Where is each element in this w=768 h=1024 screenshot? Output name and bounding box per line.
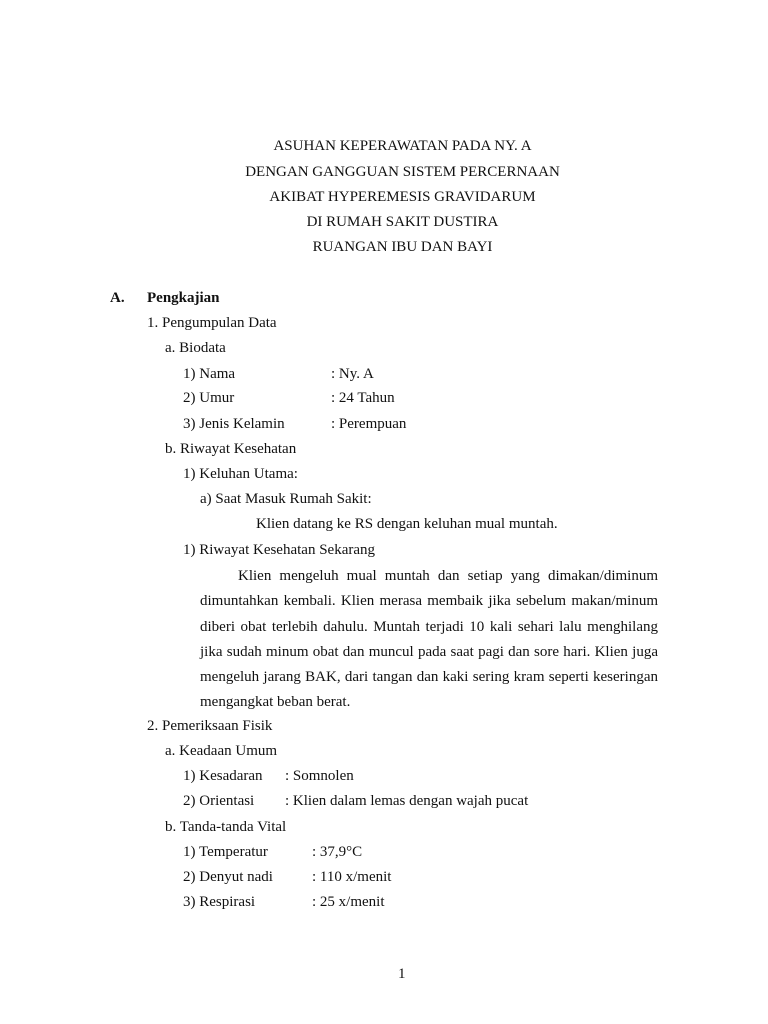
biodata-label-umur: 2) Umur: [183, 390, 235, 406]
title-line-4: DI RUMAH SAKIT DUSTIRA: [306, 214, 499, 230]
biodata-value-jenis-kelamin: : Perempuan: [331, 416, 407, 432]
sekarang-paragraph: Klien mengeluh mual muntah dan setiap yang dimakan/diminum dimuntahkan kembali. Klien merasa membaik jika sebelum makan/minum diberi obat terlebih dahulu. Muntah terjadi 10 kali sehari lalu menghilang jika sudah minum obat dan muncul pada saat pagi dan sore hari. Klien juga mengeluh jarang BAK, dari tangan dan kaki sering kram seperti keseringan mengangkat beban berat.: [200, 568, 658, 711]
vital-label-respirasi: 3) Respirasi: [183, 894, 256, 910]
title-line-2: DENGAN GANGGUAN SISTEM PERCERNAAN: [245, 164, 560, 180]
keadaan-value-kesadaran: : Somnolen: [285, 768, 354, 784]
biodata-value-nama: : Ny. A: [331, 366, 374, 382]
keluhan-heading: 1) Keluhan Utama:: [183, 466, 298, 482]
vital-label-temperatur: 1) Temperatur: [183, 844, 268, 860]
vital-value-respirasi: : 25 x/menit: [312, 894, 385, 910]
vital-value-denyut-nadi: : 110 x/menit: [312, 869, 392, 885]
title-line-1: ASUHAN KEPERAWATAN PADA NY. A: [273, 138, 532, 154]
keadaan-value-orientasi: : Klien dalam lemas dengan wajah pucat: [285, 793, 529, 809]
vital-value-temperatur: : 37,9°C: [312, 844, 363, 860]
title-line-3: AKIBAT HYPEREMESIS GRAVIDARUM: [269, 189, 536, 205]
pemeriksaan-heading: 2. Pemeriksaan Fisik: [147, 718, 273, 734]
masuk-text: Klien datang ke RS dengan keluhan mual muntah.: [256, 516, 558, 532]
section-a-letter: A.: [110, 290, 125, 306]
keadaan-heading: a. Keadaan Umum: [165, 743, 278, 759]
title-line-5: RUANGAN IBU DAN BAYI: [312, 239, 493, 255]
masuk-heading: a) Saat Masuk Rumah Sakit:: [200, 491, 372, 507]
biodata-label-nama: 1) Nama: [183, 366, 236, 382]
vital-heading: b. Tanda-tanda Vital: [165, 819, 287, 835]
keadaan-label-kesadaran: 1) Kesadaran: [183, 768, 263, 784]
riwayat-heading: b. Riwayat Kesehatan: [165, 441, 297, 457]
biodata-label-jenis-kelamin: 3) Jenis Kelamin: [183, 416, 285, 432]
section-a-title: Pengkajian: [147, 290, 220, 306]
pengumpulan-heading: 1. Pengumpulan Data: [147, 315, 277, 331]
keadaan-label-orientasi: 2) Orientasi: [183, 793, 255, 809]
biodata-value-umur: : 24 Tahun: [331, 390, 395, 406]
sekarang-heading: 1) Riwayat Kesehatan Sekarang: [183, 542, 376, 558]
biodata-heading: a. Biodata: [165, 340, 226, 356]
page-number: 1: [398, 966, 406, 982]
vital-label-denyut-nadi: 2) Denyut nadi: [183, 869, 273, 885]
